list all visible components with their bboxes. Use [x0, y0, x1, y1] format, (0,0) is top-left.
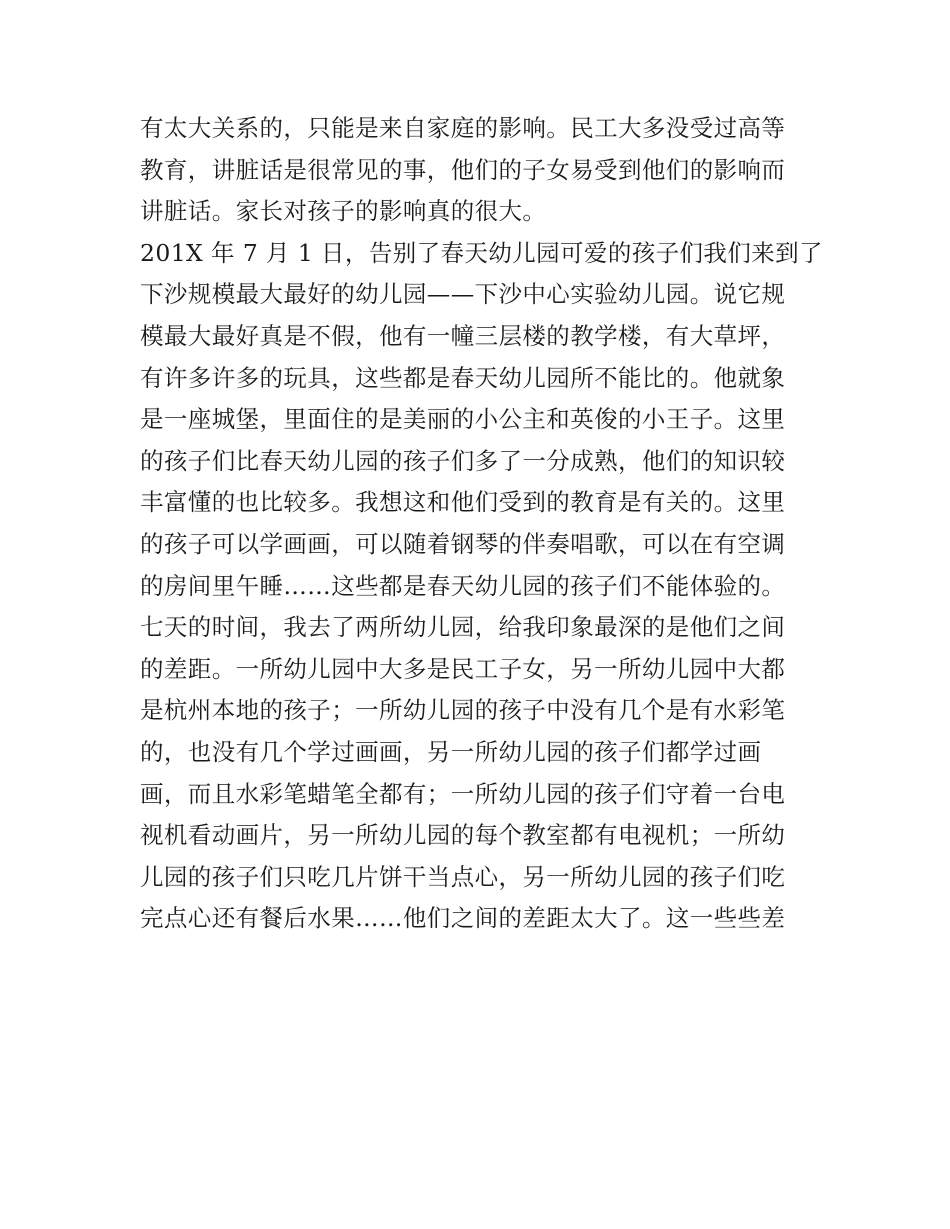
text-line: 的差距。一所幼儿园中大多是民工子女，另一所幼儿园中大都 [140, 654, 786, 683]
text-line: 视机看动画片，另一所幼儿园的每个教室都有电视机；一所幼 [140, 821, 786, 850]
text-line: 的孩子们比春天幼儿园的孩子们多了一分成熟，他们的知识较 [140, 446, 786, 475]
text-line: 丰富懂的也比较多。我想这和他们受到的教育是有关的。这里 [140, 488, 786, 517]
text-line: 画，而且水彩笔蜡笔全都有；一所幼儿园的孩子们守着一台电 [140, 779, 786, 808]
text-line: 完点心还有餐后水果……他们之间的差距太大了。这一些些差 [140, 904, 786, 933]
text-line: 模最大最好真是不假，他有一幢三层楼的教学楼，有大草坪， [140, 321, 786, 350]
text-line: 的孩子可以学画画，可以随着钢琴的伴奏唱歌，可以在有空调 [140, 529, 786, 558]
text-line: 是一座城堡，里面住的是美丽的小公主和英俊的小王子。这里 [140, 405, 786, 434]
text-line: 的，也没有几个学过画画，另一所幼儿园的孩子们都学过画 [140, 737, 762, 766]
text-line: 是杭州本地的孩子；一所幼儿园的孩子中没有几个是有水彩笔 [140, 696, 786, 725]
text-line: 有许多许多的玩具，这些都是春天幼儿园所不能比的。他就象 [140, 363, 786, 392]
text-line: 下沙规模最大最好的幼儿园——下沙中心实验幼儿园。说它规 [140, 280, 786, 309]
text-line: 讲脏话。家长对孩子的影响真的很大。 [140, 197, 547, 226]
text-line: 七天的时间，我去了两所幼儿园，给我印象最深的是他们之间 [140, 613, 786, 642]
body-text [140, 108, 823, 940]
text-line: 教育，讲脏话是很常见的事，他们的子女易受到他们的影响而 [140, 155, 786, 184]
text-line: 有太大关系的，只能是来自家庭的影响。民工大多没受过高等 [140, 114, 786, 142]
text-line: 儿园的孩子们只吃几片饼干当点心，另一所幼儿园的孩子们吃 [140, 862, 786, 891]
text-line: 201X 年 7 月 1 日，告别了春天幼儿园可爱的孩子们我们来到了 [140, 238, 823, 267]
text-line: 的房间里午睡……这些都是春天幼儿园的孩子们不能体验的。 [140, 571, 786, 600]
